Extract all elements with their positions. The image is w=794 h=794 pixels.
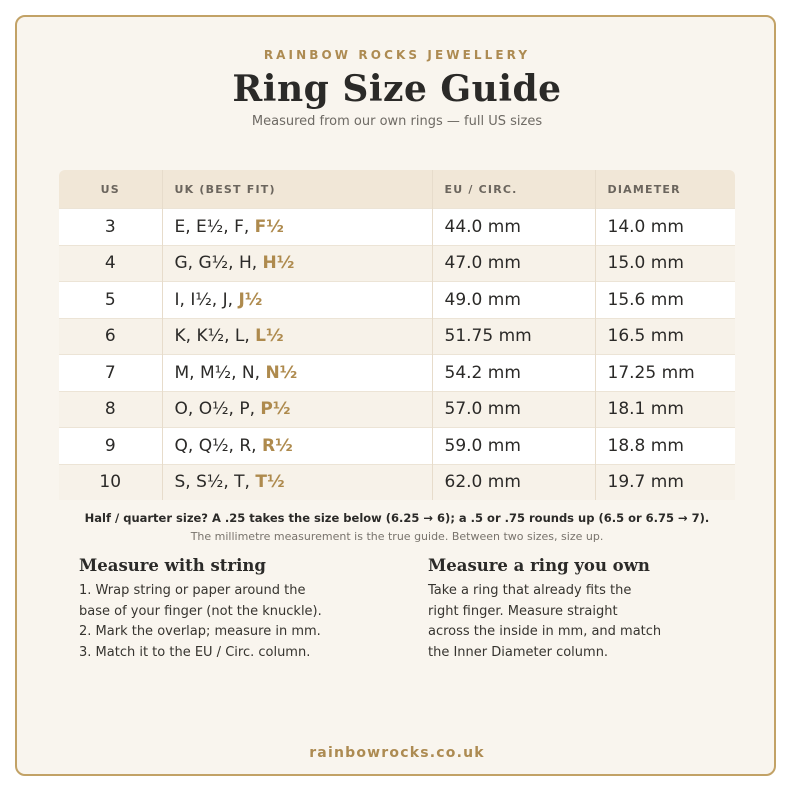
cell-eu: 49.0 mm: [432, 282, 595, 319]
string-method-line: 2. Mark the overlap; measure in mm.: [79, 624, 321, 640]
table-row: [59, 355, 735, 392]
cell-uk: [162, 464, 432, 500]
cell-us: 10: [59, 464, 162, 500]
uk-best-fit: N½: [265, 362, 298, 383]
cell-uk: [162, 391, 432, 428]
cell-uk: [162, 282, 432, 319]
table-row: [59, 282, 735, 319]
table-row: [59, 391, 735, 428]
uk-best-fit: F½: [254, 216, 284, 237]
cell-eu: 47.0 mm: [432, 245, 595, 282]
header-us: US: [59, 170, 162, 209]
rounding-note: Half / quarter size? A .25 takes the size below (6.25 → 6); a .5 or .75 rounds up (6.5 or 6.75 → 7).: [84, 511, 710, 525]
cell-us: 8: [59, 391, 162, 428]
ring-method-line: Take a ring that already fits the: [428, 583, 632, 598]
uk-sizes: O, O½, P,: [174, 399, 261, 420]
cell-diameter: 18.8 mm: [595, 428, 735, 465]
uk-best-fit: L½: [255, 326, 284, 347]
cell-diameter: 14.0 mm: [595, 209, 735, 246]
uk-best-fit: H½: [262, 253, 295, 274]
cell-eu: 51.75 mm: [432, 318, 595, 355]
cell-eu: 59.0 mm: [432, 428, 595, 465]
table-row: [59, 318, 735, 355]
cell-us: 4: [59, 245, 162, 282]
cell-diameter: 18.1 mm: [595, 391, 735, 428]
string-method-section: [79, 556, 379, 664]
cell-diameter: 16.5 mm: [595, 318, 735, 355]
cell-us: 5: [59, 282, 162, 319]
uk-sizes: E, E½, F,: [174, 216, 255, 237]
cell-eu: 44.0 mm: [432, 209, 595, 246]
header-diameter: DIAMETER: [595, 170, 735, 209]
table-row: [59, 245, 735, 282]
cell-uk: [162, 318, 432, 355]
table-row: [59, 464, 735, 500]
cell-uk: [162, 245, 432, 282]
cell-us: 9: [59, 428, 162, 465]
uk-sizes: M, M½, N,: [174, 362, 266, 383]
uk-best-fit: T½: [255, 472, 285, 493]
uk-best-fit: P½: [260, 399, 291, 420]
cell-uk: [162, 428, 432, 465]
uk-sizes: Q, Q½, R,: [174, 435, 262, 456]
website-link[interactable]: rainbowrocks.co.uk: [309, 745, 485, 761]
cell-uk: [162, 209, 432, 246]
size-table: [59, 170, 735, 500]
ring-method-section: [428, 556, 728, 664]
cell-us: 6: [59, 318, 162, 355]
table-header-row: [59, 170, 735, 209]
uk-sizes: K, K½, L,: [174, 326, 256, 347]
cell-us: 7: [59, 355, 162, 392]
header-eu-circ: EU / CIRC.: [432, 170, 595, 209]
table-row: [59, 428, 735, 465]
uk-best-fit: J½: [238, 289, 263, 310]
cell-diameter: 15.6 mm: [595, 282, 735, 319]
header-uk: UK (BEST FIT): [162, 170, 432, 209]
uk-sizes: I, I½, J,: [174, 289, 239, 310]
uk-sizes: S, S½, T,: [174, 472, 256, 493]
ring-method-line: the Inner Diameter column.: [428, 645, 609, 661]
ring-method-line: right finger. Measure straight: [428, 603, 618, 619]
ring-method-line: across the inside in mm, and match: [428, 624, 662, 640]
string-method-line: 1. Wrap string or paper around the: [79, 583, 306, 598]
uk-sizes: G, G½, H,: [174, 253, 263, 274]
uk-best-fit: R½: [261, 435, 293, 456]
cell-diameter: 15.0 mm: [595, 245, 735, 282]
page-subtitle: Measured from our own rings — full US sizes: [251, 114, 543, 129]
string-method-line: base of your finger (not the knuckle).: [79, 603, 322, 619]
table-row: [59, 209, 735, 246]
ring-method-heading: Measure a ring you own: [428, 556, 650, 575]
cell-eu: 54.2 mm: [432, 355, 595, 392]
string-method-line: 3. Match it to the EU / Circ. column.: [79, 645, 311, 661]
page-title: Ring Size Guide: [232, 68, 562, 110]
cell-uk: [162, 355, 432, 392]
cell-us: 3: [59, 209, 162, 246]
brand-name: RAINBOW ROCKS JEWELLERY: [263, 48, 531, 62]
cell-eu: 57.0 mm: [432, 391, 595, 428]
cell-eu: 62.0 mm: [432, 464, 595, 500]
true-guide-note: The millimetre measurement is the true guide. Between two sizes, size up.: [190, 530, 604, 543]
cell-diameter: 17.25 mm: [595, 355, 735, 392]
string-method-heading: Measure with string: [79, 556, 266, 575]
cell-diameter: 19.7 mm: [595, 464, 735, 500]
